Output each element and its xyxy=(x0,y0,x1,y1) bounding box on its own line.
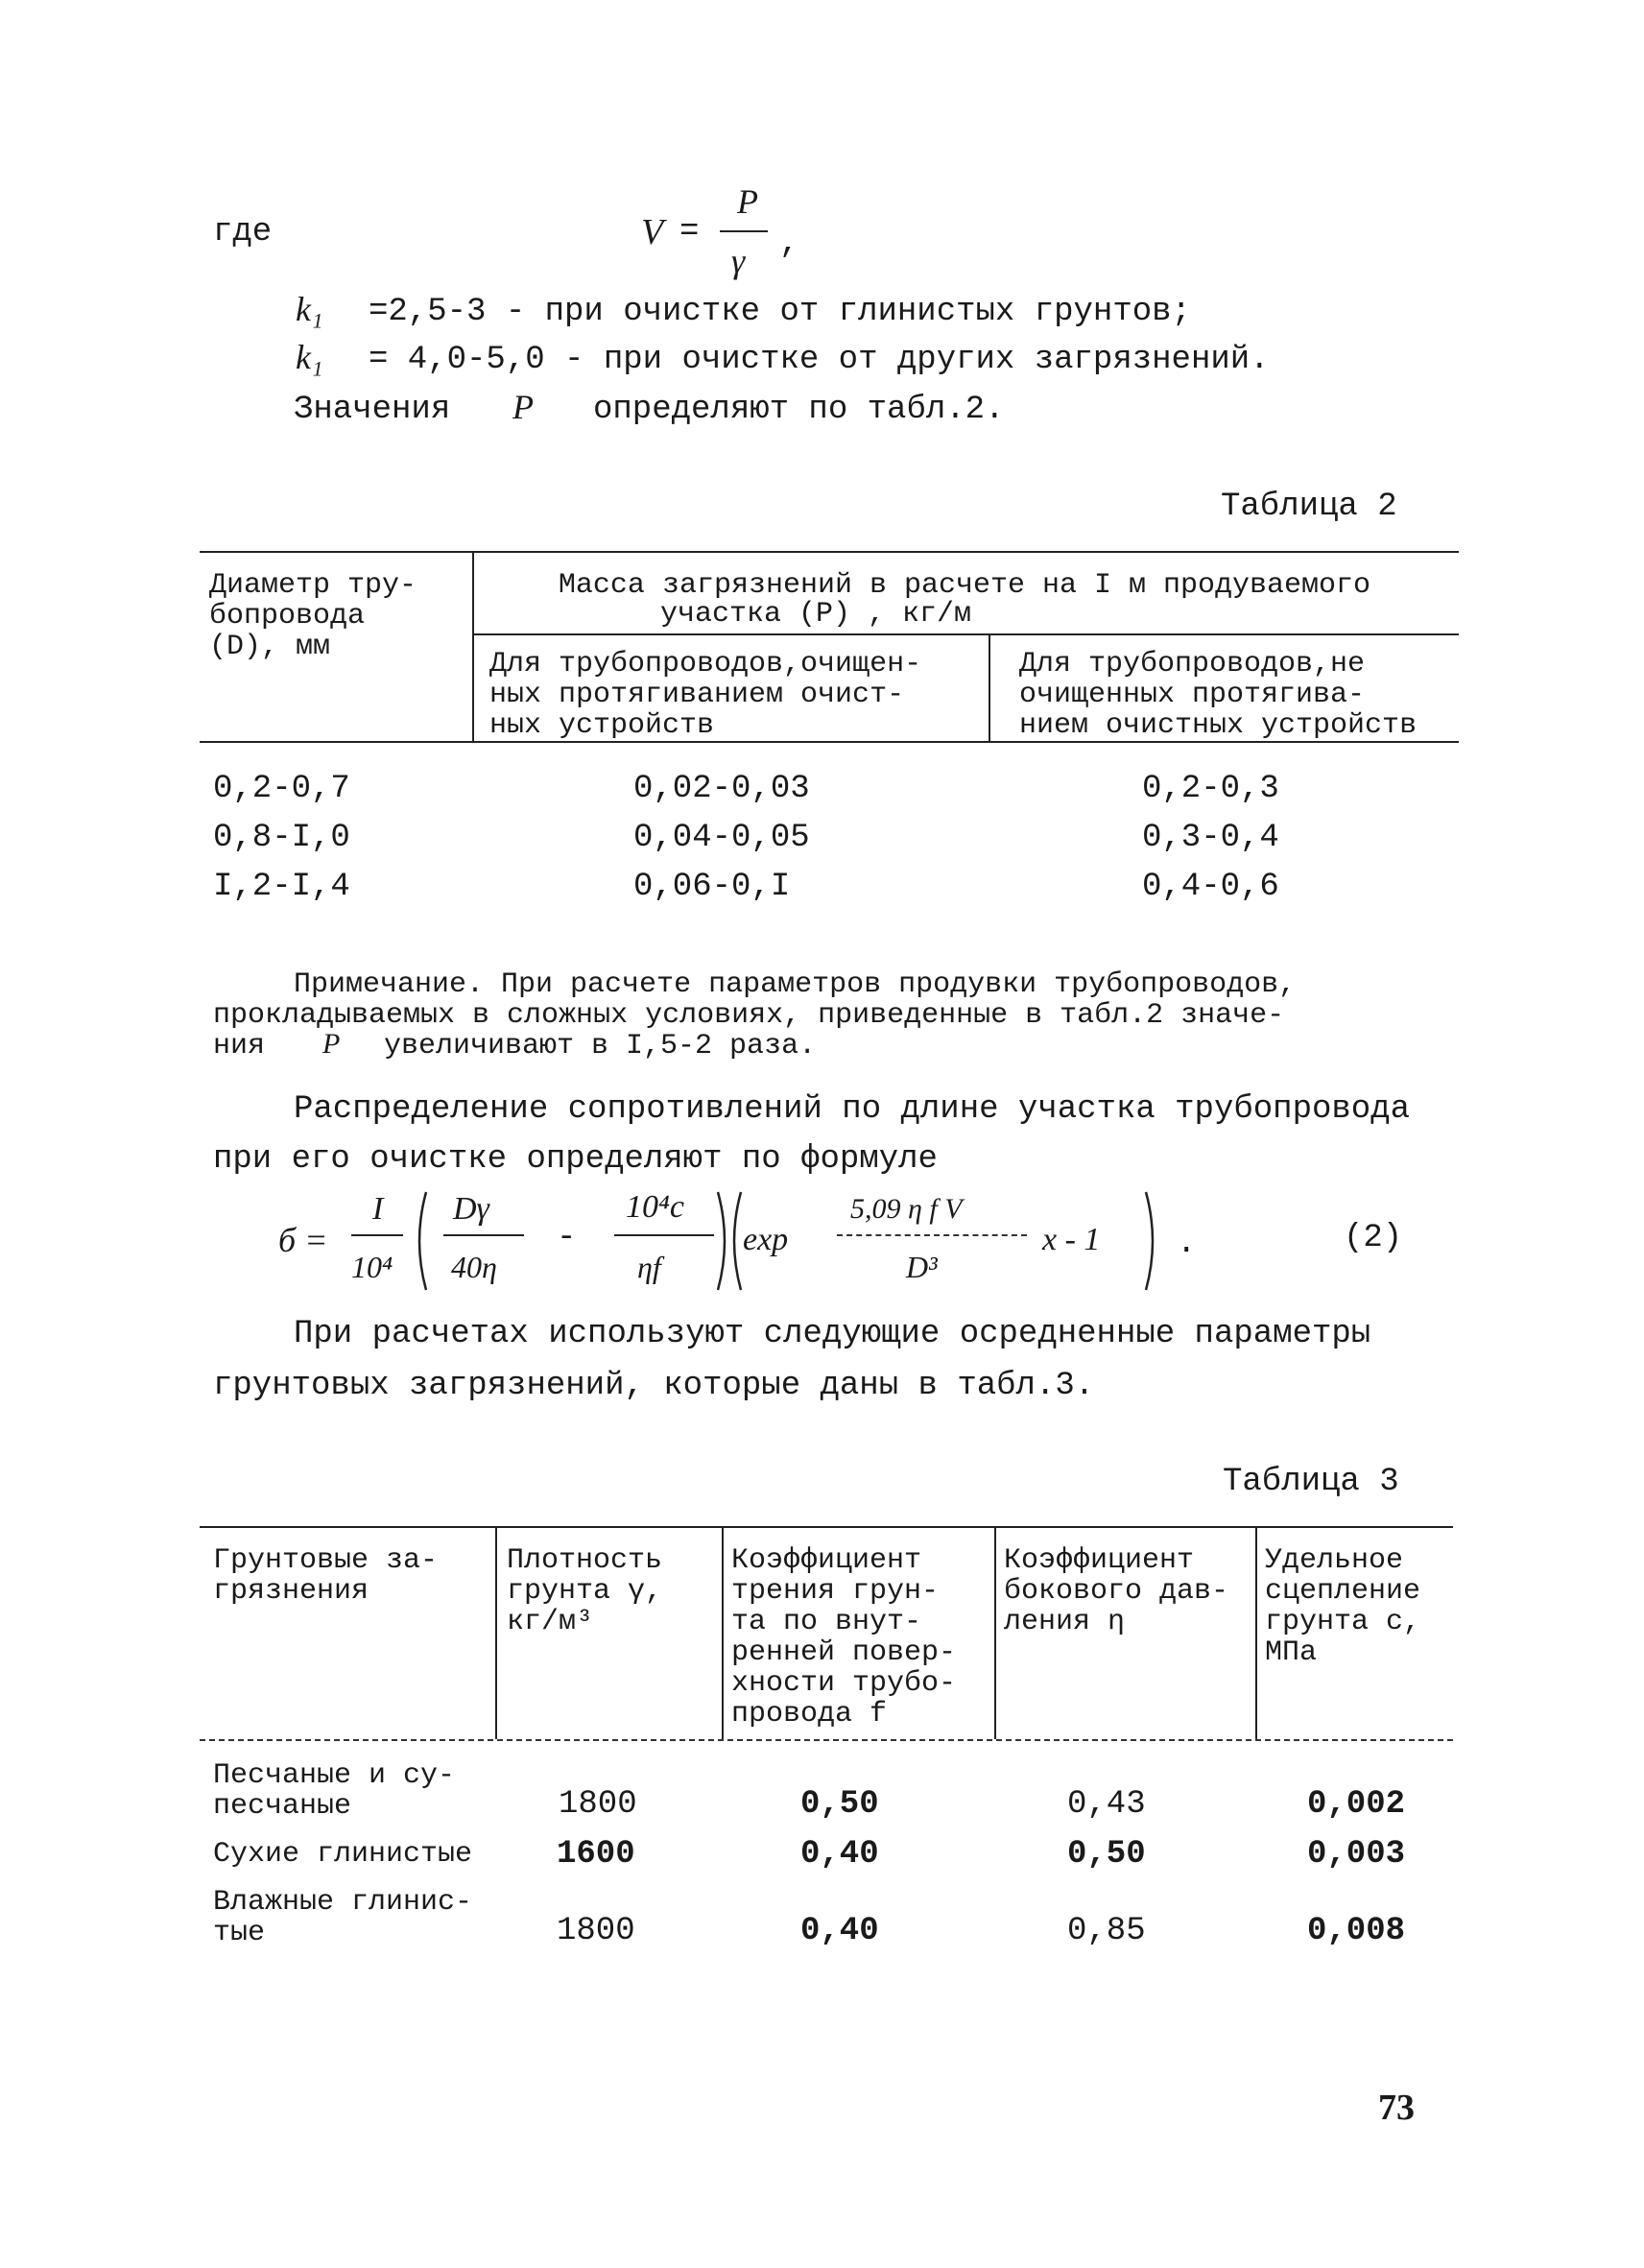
formula2-t3-den: D³ xyxy=(906,1250,938,1284)
paragraph-1-line-1: Распределение сопротивлений по длине участка трубопровода xyxy=(294,1091,1410,1128)
formula2-paren-close-2 xyxy=(1142,1188,1161,1294)
paragraph-2-line-2: грунтовых загрязнений, которые даны в табл.3. xyxy=(213,1368,1095,1404)
formula-v-fraction-bar xyxy=(720,230,768,232)
paragraph-1-line-2: при его очистке определяют по формуле xyxy=(213,1141,938,1178)
table2-cell-diameter: 0,8-I,0 xyxy=(213,820,350,856)
note-line-2: прокладываемых в сложных условиях, приведенные в табл.2 значе- xyxy=(213,999,1285,1032)
k1-symbol-2: k₁ xyxy=(296,338,323,376)
k1-symbol: k₁ xyxy=(296,290,323,328)
table3-top-rule xyxy=(200,1526,1453,1528)
table3-cell-friction: 0,40 xyxy=(800,1836,879,1873)
formula2-t2-den: ηf xyxy=(637,1250,661,1284)
formula2-t1-den: 40η xyxy=(451,1250,497,1284)
table2-divider-1 xyxy=(472,551,474,741)
formula2-t1-num: Dγ xyxy=(453,1191,489,1227)
table3-cell-density: 1600 xyxy=(557,1836,635,1873)
formula-v-comma: , xyxy=(779,226,799,262)
table2-cell-diameter: 0,2-0,7 xyxy=(213,771,350,807)
table3-cell-soil: Сухие глинистые xyxy=(213,1838,473,1871)
note-line-3p: P xyxy=(322,1028,341,1060)
formula2-tail: x - 1 xyxy=(1042,1222,1101,1257)
table3-cell-density: 1800 xyxy=(559,1786,637,1823)
table3-header-cohesion: Удельное сцепление грунта c, МПа xyxy=(1265,1544,1421,1669)
values-line-p: P xyxy=(512,388,534,426)
page-number: 73 xyxy=(1378,2088,1415,2128)
formula2-number: (2) xyxy=(1344,1220,1403,1256)
table2-header-diameter: Диаметр тру- бопровода (D), мм xyxy=(209,569,417,663)
table2-header-cleaned: Для трубопроводов,очищен- ных протягиванием очист- ных устройств xyxy=(489,648,922,742)
formula-v-equals: = xyxy=(679,214,700,251)
table2-header-uncleaned: Для трубопроводов,не очищенных протягива- нием очистных устройств xyxy=(1019,648,1418,742)
note-line-3a: ния xyxy=(213,1030,266,1062)
note-line-1: Примечание. При расчете параметров продувки трубопроводов, xyxy=(294,968,1297,1001)
table3-cell-soil: Влажные глинис- тые xyxy=(213,1886,473,1949)
table3-divider-2 xyxy=(722,1526,724,1739)
formula2-t3-bar xyxy=(837,1234,1027,1236)
table2-top-rule xyxy=(200,551,1459,553)
table3-divider-3 xyxy=(994,1526,996,1739)
table2-cell-cleaned: 0,02-0,03 xyxy=(633,771,810,807)
table3-cell-lateral: 0,85 xyxy=(1067,1913,1146,1949)
table3-cell-cohesion: 0,003 xyxy=(1307,1836,1406,1873)
formula2-lhs: б = xyxy=(278,1221,328,1259)
formula2-t3-num: 5,09 η f V xyxy=(850,1193,963,1225)
k1-other-line: = 4,0-5,0 - при очистке от других загрязнений. xyxy=(369,342,1270,378)
table3-cell-lateral: 0,43 xyxy=(1067,1786,1146,1823)
table3-divider-4 xyxy=(1255,1526,1257,1739)
table2-caption: Таблица 2 xyxy=(1221,489,1397,525)
table3-header-density: Плотность грунта γ, кг/м³ xyxy=(507,1544,663,1638)
formula2-f1-num: I xyxy=(372,1191,384,1227)
formula2-minus-1: - xyxy=(557,1220,577,1256)
values-line-tail: определяют по табл.2. xyxy=(593,392,1005,428)
table2-cell-uncleaned: 0,3-0,4 xyxy=(1142,820,1279,856)
table2-cell-uncleaned: 0,2-0,3 xyxy=(1142,771,1279,807)
table3-cell-density: 1800 xyxy=(557,1913,635,1949)
where-label: где xyxy=(213,214,273,251)
table2-cell-cleaned: 0,06-0,I xyxy=(633,869,791,905)
table3-cell-lateral: 0,50 xyxy=(1067,1836,1146,1873)
table2-header-mass-line2: участка (P) , кг/м xyxy=(659,598,972,631)
table3-cell-friction: 0,40 xyxy=(800,1913,879,1949)
table2-subheader-rule xyxy=(472,633,1459,635)
table3-cell-cohesion: 0,002 xyxy=(1307,1786,1406,1823)
note-line-3b: увеличивают в I,5-2 раза. xyxy=(384,1030,817,1062)
formula-v-denominator: γ xyxy=(731,242,746,280)
formula2-paren-open-2 xyxy=(726,1188,745,1294)
table3-header-soil: Грунтовые за- грязнения xyxy=(213,1544,439,1608)
formula2-exp: exp xyxy=(743,1222,789,1257)
formula2-paren-open xyxy=(411,1188,430,1294)
table3-caption: Таблица 3 xyxy=(1223,1464,1399,1500)
table3-header-lateral: Коэффициент бокового дав- ления η xyxy=(1004,1544,1229,1638)
table2-divider-2 xyxy=(989,633,990,741)
table2-cell-cleaned: 0,04-0,05 xyxy=(633,820,810,856)
table3-header-bottom-rule xyxy=(200,1739,1453,1741)
table3-header-friction: Коэффициент трения грун- та по внут- ренней повер- хности трубо- провода f xyxy=(731,1544,957,1731)
table3-cell-soil: Песчаные и су- песчаные xyxy=(213,1759,456,1823)
k1-clay-line: =2,5-3 - при очистке от глинистых грунтов; xyxy=(369,294,1191,330)
formula-v-lhs: V xyxy=(641,212,664,252)
formula2-t2-bar xyxy=(614,1234,714,1236)
table3-cell-friction: 0,50 xyxy=(800,1786,879,1823)
formula2-t1-bar xyxy=(443,1234,524,1236)
table3-cell-cohesion: 0,008 xyxy=(1307,1913,1406,1949)
table3-divider-1 xyxy=(495,1526,497,1739)
formula2-f1-den: 10⁴ xyxy=(351,1250,393,1284)
formula2-t2-num: 10⁴c xyxy=(626,1189,684,1225)
formula2-period: . xyxy=(1177,1226,1197,1262)
table2-cell-uncleaned: 0,4-0,6 xyxy=(1142,869,1279,905)
table2-cell-diameter: I,2-I,4 xyxy=(213,869,350,905)
formula-v-numerator: P xyxy=(737,182,758,221)
values-line: Значения xyxy=(294,392,451,428)
paragraph-2-line-1: При расчетах используют следующие осредненные параметры xyxy=(294,1316,1371,1352)
table2-header-mass-line1: Масса загрязнений в расчете на I м продуваемого xyxy=(558,569,1371,602)
formula2-f1-bar xyxy=(351,1234,403,1236)
